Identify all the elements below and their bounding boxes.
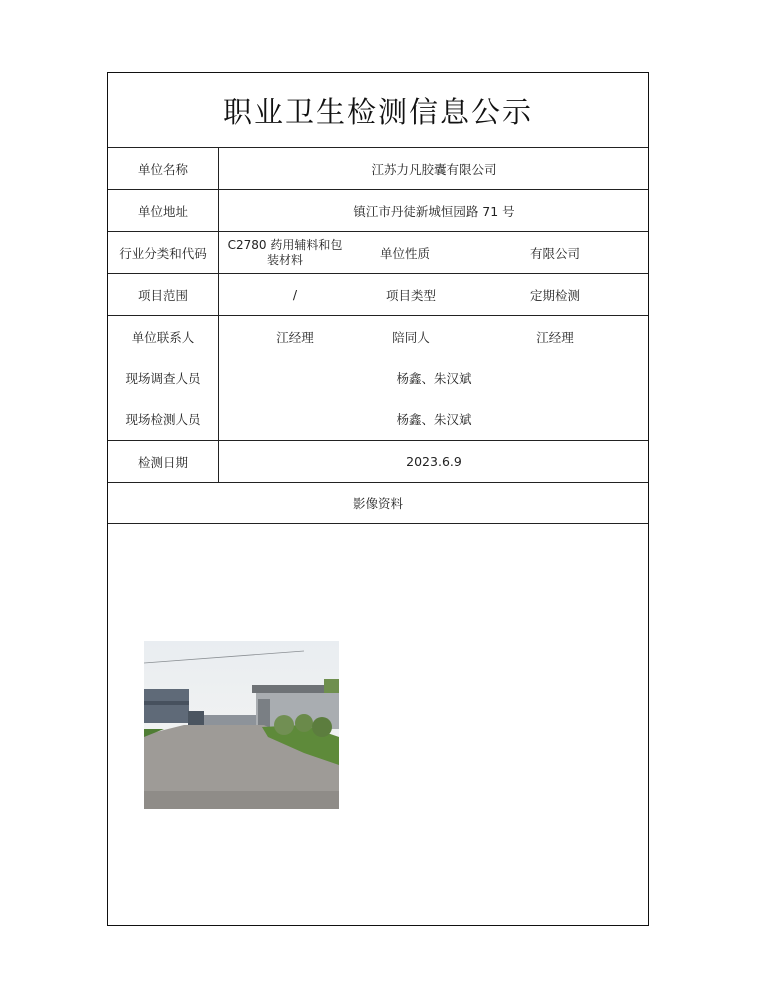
industry-label: 行业分类和代码 xyxy=(119,245,207,261)
nature-value: 有限公司 xyxy=(529,245,580,261)
project-type-value: 定期检测 xyxy=(529,287,580,303)
date-value: 2023.6.9 xyxy=(406,454,462,469)
page-title: 职业卫生检测信息公示 xyxy=(222,94,533,129)
project-scope-value: / xyxy=(292,287,298,302)
row-address xyxy=(108,189,648,231)
address-value: 镇江市丹徒新城恒园路 71 号 xyxy=(353,203,515,219)
company-name-label: 单位名称 xyxy=(137,161,188,177)
address-label: 单位地址 xyxy=(137,203,188,219)
contact-value: 江经理 xyxy=(276,329,314,345)
testing-value: 杨鑫、朱汉斌 xyxy=(396,412,472,427)
row-contact xyxy=(108,315,648,357)
images-label: 影像资料 xyxy=(352,496,403,511)
nature-label: 单位性质 xyxy=(379,245,430,261)
company-name-value: 江苏力凡胶囊有限公司 xyxy=(371,161,497,177)
escort-label: 陪同人 xyxy=(392,329,430,345)
project-type-label: 项目类型 xyxy=(385,287,436,303)
testing-label: 现场检测人员 xyxy=(125,412,201,427)
project-scope-label: 项目范围 xyxy=(137,287,188,303)
row-company-name xyxy=(108,147,648,189)
info-sheet xyxy=(107,72,649,926)
row-industry xyxy=(108,231,648,273)
row-date xyxy=(108,440,648,482)
row-project xyxy=(108,273,648,315)
date-label: 检测日期 xyxy=(137,454,188,470)
row-survey xyxy=(108,357,648,398)
survey-label: 现场调查人员 xyxy=(125,370,201,386)
escort-value: 江经理 xyxy=(536,329,574,345)
site-photo xyxy=(144,641,339,809)
contact-label: 单位联系人 xyxy=(131,329,195,345)
row-images xyxy=(108,482,648,524)
industry-value: C2780 药用辅料和包装材料 xyxy=(227,237,343,267)
row-testing xyxy=(108,398,648,440)
survey-value: 杨鑫、朱汉斌 xyxy=(396,370,472,386)
